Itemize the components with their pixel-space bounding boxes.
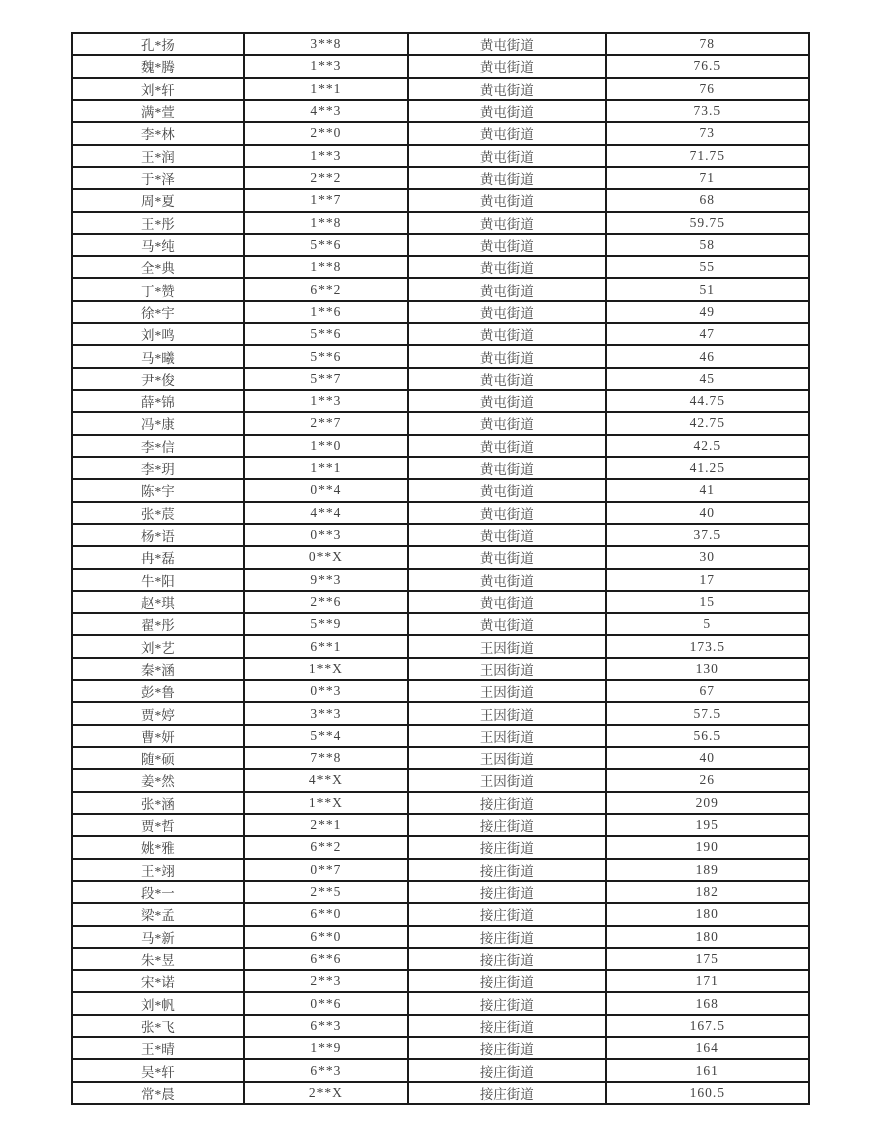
score-cell: 42.75 [606, 412, 809, 434]
code-cell: 5**6 [244, 323, 408, 345]
code-cell: 6**3 [244, 1015, 408, 1037]
name-cell: 刘*帆 [72, 992, 244, 1014]
name-cell: 梁*孟 [72, 903, 244, 925]
district-cell: 黄屯街道 [408, 301, 606, 323]
score-cell: 78 [606, 33, 809, 55]
table-row [72, 546, 809, 568]
district-cell: 黄屯街道 [408, 457, 606, 479]
table-row [72, 345, 809, 367]
score-cell: 57.5 [606, 702, 809, 724]
district-cell: 黄屯街道 [408, 591, 606, 613]
score-cell: 67 [606, 680, 809, 702]
district-cell: 黄屯街道 [408, 323, 606, 345]
name-cell: 周*夏 [72, 189, 244, 211]
code-cell: 1**0 [244, 435, 408, 457]
name-cell: 朱*昱 [72, 948, 244, 970]
name-cell: 曹*妍 [72, 725, 244, 747]
district-cell: 接庄街道 [408, 792, 606, 814]
code-cell: 4**4 [244, 502, 408, 524]
code-cell: 1**9 [244, 1037, 408, 1059]
district-cell: 黄屯街道 [408, 212, 606, 234]
code-cell: 5**4 [244, 725, 408, 747]
table-row [72, 412, 809, 434]
score-cell: 51 [606, 278, 809, 300]
score-cell: 130 [606, 658, 809, 680]
district-cell: 王因街道 [408, 725, 606, 747]
district-cell: 黄屯街道 [408, 122, 606, 144]
table-row [72, 948, 809, 970]
code-cell: 0**3 [244, 524, 408, 546]
code-cell: 0**7 [244, 859, 408, 881]
name-cell: 秦*涵 [72, 658, 244, 680]
score-cell: 41 [606, 479, 809, 501]
table-row [72, 278, 809, 300]
name-cell: 薛*锦 [72, 390, 244, 412]
score-cell: 45 [606, 368, 809, 390]
name-cell: 王*翊 [72, 859, 244, 881]
code-cell: 4**3 [244, 100, 408, 122]
score-cell: 164 [606, 1037, 809, 1059]
name-cell: 全*典 [72, 256, 244, 278]
table-row [72, 212, 809, 234]
district-cell: 王因街道 [408, 680, 606, 702]
name-cell: 彭*鲁 [72, 680, 244, 702]
code-cell: 0**4 [244, 479, 408, 501]
name-cell: 赵*琪 [72, 591, 244, 613]
name-cell: 冉*磊 [72, 546, 244, 568]
name-cell: 孔*扬 [72, 33, 244, 55]
table-row [72, 903, 809, 925]
score-cell: 42.5 [606, 435, 809, 457]
table-row [72, 390, 809, 412]
results-table [71, 32, 810, 1105]
code-cell: 1**8 [244, 212, 408, 234]
code-cell: 1**8 [244, 256, 408, 278]
table-row [72, 635, 809, 657]
code-cell: 7**8 [244, 747, 408, 769]
score-cell: 190 [606, 836, 809, 858]
name-cell: 牛*阳 [72, 569, 244, 591]
name-cell: 王*润 [72, 145, 244, 167]
district-cell: 黄屯街道 [408, 167, 606, 189]
score-cell: 168 [606, 992, 809, 1014]
district-cell: 接庄街道 [408, 926, 606, 948]
table-row [72, 78, 809, 100]
score-cell: 173.5 [606, 635, 809, 657]
score-cell: 175 [606, 948, 809, 970]
district-cell: 黄屯街道 [408, 100, 606, 122]
district-cell: 接庄街道 [408, 836, 606, 858]
district-cell: 黄屯街道 [408, 390, 606, 412]
table-row [72, 33, 809, 55]
name-cell: 李*信 [72, 435, 244, 457]
score-cell: 49 [606, 301, 809, 323]
district-cell: 王因街道 [408, 658, 606, 680]
code-cell: 3**8 [244, 33, 408, 55]
code-cell: 5**6 [244, 345, 408, 367]
district-cell: 接庄街道 [408, 1037, 606, 1059]
code-cell: 6**0 [244, 926, 408, 948]
district-cell: 接庄街道 [408, 903, 606, 925]
score-cell: 30 [606, 546, 809, 568]
district-cell: 黄屯街道 [408, 278, 606, 300]
score-cell: 40 [606, 747, 809, 769]
district-cell: 黄屯街道 [408, 345, 606, 367]
code-cell: 1**3 [244, 390, 408, 412]
table-row [72, 769, 809, 791]
name-cell: 刘*鸣 [72, 323, 244, 345]
table-row [72, 591, 809, 613]
district-cell: 接庄街道 [408, 1059, 606, 1081]
score-cell: 59.75 [606, 212, 809, 234]
table-row [72, 658, 809, 680]
name-cell: 马*新 [72, 926, 244, 948]
table-row [72, 569, 809, 591]
name-cell: 杨*语 [72, 524, 244, 546]
name-cell: 王*晴 [72, 1037, 244, 1059]
code-cell: 0**X [244, 546, 408, 568]
district-cell: 接庄街道 [408, 948, 606, 970]
code-cell: 6**6 [244, 948, 408, 970]
name-cell: 姚*雅 [72, 836, 244, 858]
district-cell: 黄屯街道 [408, 613, 606, 635]
district-cell: 黄屯街道 [408, 412, 606, 434]
district-cell: 黄屯街道 [408, 78, 606, 100]
table-row [72, 1082, 809, 1104]
code-cell: 0**3 [244, 680, 408, 702]
table-row [72, 992, 809, 1014]
score-cell: 161 [606, 1059, 809, 1081]
table-row [72, 1015, 809, 1037]
score-cell: 5 [606, 613, 809, 635]
code-cell: 1**X [244, 792, 408, 814]
score-cell: 56.5 [606, 725, 809, 747]
name-cell: 张*莀 [72, 502, 244, 524]
code-cell: 2**2 [244, 167, 408, 189]
code-cell: 2**7 [244, 412, 408, 434]
district-cell: 接庄街道 [408, 1015, 606, 1037]
table-row [72, 613, 809, 635]
score-cell: 73.5 [606, 100, 809, 122]
score-cell: 76.5 [606, 55, 809, 77]
district-cell: 王因街道 [408, 635, 606, 657]
score-cell: 160.5 [606, 1082, 809, 1104]
table-row [72, 702, 809, 724]
name-cell: 魏*腾 [72, 55, 244, 77]
district-cell: 接庄街道 [408, 859, 606, 881]
score-cell: 182 [606, 881, 809, 903]
score-cell: 195 [606, 814, 809, 836]
district-cell: 接庄街道 [408, 1082, 606, 1104]
district-cell: 黄屯街道 [408, 502, 606, 524]
name-cell: 张*飞 [72, 1015, 244, 1037]
table-row [72, 1037, 809, 1059]
code-cell: 2**0 [244, 122, 408, 144]
code-cell: 9**3 [244, 569, 408, 591]
table-row [72, 1059, 809, 1081]
district-cell: 黄屯街道 [408, 569, 606, 591]
code-cell: 1**7 [244, 189, 408, 211]
table-row [72, 970, 809, 992]
table-row [72, 814, 809, 836]
score-cell: 26 [606, 769, 809, 791]
name-cell: 王*彤 [72, 212, 244, 234]
name-cell: 李*玥 [72, 457, 244, 479]
district-cell: 黄屯街道 [408, 524, 606, 546]
district-cell: 接庄街道 [408, 992, 606, 1014]
table-row [72, 792, 809, 814]
code-cell: 2**6 [244, 591, 408, 613]
table-row [72, 479, 809, 501]
code-cell: 1**1 [244, 78, 408, 100]
score-cell: 71 [606, 167, 809, 189]
score-cell: 15 [606, 591, 809, 613]
score-cell: 180 [606, 926, 809, 948]
score-cell: 209 [606, 792, 809, 814]
score-cell: 40 [606, 502, 809, 524]
district-cell: 接庄街道 [408, 970, 606, 992]
table-row [72, 926, 809, 948]
score-cell: 68 [606, 189, 809, 211]
code-cell: 0**6 [244, 992, 408, 1014]
name-cell: 翟*彤 [72, 613, 244, 635]
code-cell: 2**X [244, 1082, 408, 1104]
table-row [72, 368, 809, 390]
name-cell: 尹*俊 [72, 368, 244, 390]
code-cell: 6**0 [244, 903, 408, 925]
score-cell: 37.5 [606, 524, 809, 546]
name-cell: 吴*轩 [72, 1059, 244, 1081]
name-cell: 贾*哲 [72, 814, 244, 836]
table-row [72, 725, 809, 747]
table-row [72, 881, 809, 903]
table-row [72, 502, 809, 524]
table-row [72, 435, 809, 457]
district-cell: 黄屯街道 [408, 55, 606, 77]
table-row [72, 457, 809, 479]
name-cell: 马*曦 [72, 345, 244, 367]
code-cell: 1**3 [244, 55, 408, 77]
score-cell: 73 [606, 122, 809, 144]
district-cell: 黄屯街道 [408, 546, 606, 568]
name-cell: 姜*然 [72, 769, 244, 791]
table-row [72, 836, 809, 858]
table-row [72, 301, 809, 323]
district-cell: 王因街道 [408, 747, 606, 769]
score-cell: 55 [606, 256, 809, 278]
table-row [72, 859, 809, 881]
code-cell: 6**3 [244, 1059, 408, 1081]
name-cell: 陈*宇 [72, 479, 244, 501]
code-cell: 3**3 [244, 702, 408, 724]
name-cell: 宋*诺 [72, 970, 244, 992]
score-cell: 47 [606, 323, 809, 345]
score-cell: 180 [606, 903, 809, 925]
table-row [72, 145, 809, 167]
code-cell: 6**2 [244, 278, 408, 300]
name-cell: 刘*轩 [72, 78, 244, 100]
district-cell: 接庄街道 [408, 814, 606, 836]
score-cell: 46 [606, 345, 809, 367]
score-cell: 171 [606, 970, 809, 992]
table-row [72, 256, 809, 278]
name-cell: 李*林 [72, 122, 244, 144]
table-row [72, 524, 809, 546]
district-cell: 黄屯街道 [408, 479, 606, 501]
name-cell: 随*硕 [72, 747, 244, 769]
code-cell: 1**X [244, 658, 408, 680]
name-cell: 冯*康 [72, 412, 244, 434]
code-cell: 2**5 [244, 881, 408, 903]
district-cell: 黄屯街道 [408, 189, 606, 211]
table-row [72, 323, 809, 345]
score-cell: 71.75 [606, 145, 809, 167]
district-cell: 黄屯街道 [408, 256, 606, 278]
code-cell: 5**6 [244, 234, 408, 256]
results-table-body [72, 33, 809, 1104]
name-cell: 张*涵 [72, 792, 244, 814]
score-cell: 41.25 [606, 457, 809, 479]
table-row [72, 55, 809, 77]
table-row [72, 189, 809, 211]
name-cell: 马*纯 [72, 234, 244, 256]
district-cell: 王因街道 [408, 702, 606, 724]
score-cell: 58 [606, 234, 809, 256]
district-cell: 黄屯街道 [408, 234, 606, 256]
name-cell: 贾*婷 [72, 702, 244, 724]
table-row [72, 680, 809, 702]
district-cell: 接庄街道 [408, 881, 606, 903]
code-cell: 6**1 [244, 635, 408, 657]
table-row [72, 234, 809, 256]
score-cell: 17 [606, 569, 809, 591]
district-cell: 黄屯街道 [408, 435, 606, 457]
table-row [72, 747, 809, 769]
district-cell: 黄屯街道 [408, 368, 606, 390]
table-row [72, 122, 809, 144]
district-cell: 王因街道 [408, 769, 606, 791]
code-cell: 1**6 [244, 301, 408, 323]
code-cell: 5**9 [244, 613, 408, 635]
score-cell: 44.75 [606, 390, 809, 412]
name-cell: 常*晨 [72, 1082, 244, 1104]
code-cell: 2**3 [244, 970, 408, 992]
score-cell: 189 [606, 859, 809, 881]
name-cell: 徐*宇 [72, 301, 244, 323]
code-cell: 1**1 [244, 457, 408, 479]
table-row [72, 100, 809, 122]
code-cell: 1**3 [244, 145, 408, 167]
district-cell: 黄屯街道 [408, 33, 606, 55]
district-cell: 黄屯街道 [408, 145, 606, 167]
code-cell: 6**2 [244, 836, 408, 858]
table-row [72, 167, 809, 189]
name-cell: 刘*艺 [72, 635, 244, 657]
score-cell: 76 [606, 78, 809, 100]
code-cell: 5**7 [244, 368, 408, 390]
name-cell: 于*泽 [72, 167, 244, 189]
name-cell: 段*一 [72, 881, 244, 903]
code-cell: 4**X [244, 769, 408, 791]
name-cell: 丁*赞 [72, 278, 244, 300]
code-cell: 2**1 [244, 814, 408, 836]
score-cell: 167.5 [606, 1015, 809, 1037]
name-cell: 满*萱 [72, 100, 244, 122]
